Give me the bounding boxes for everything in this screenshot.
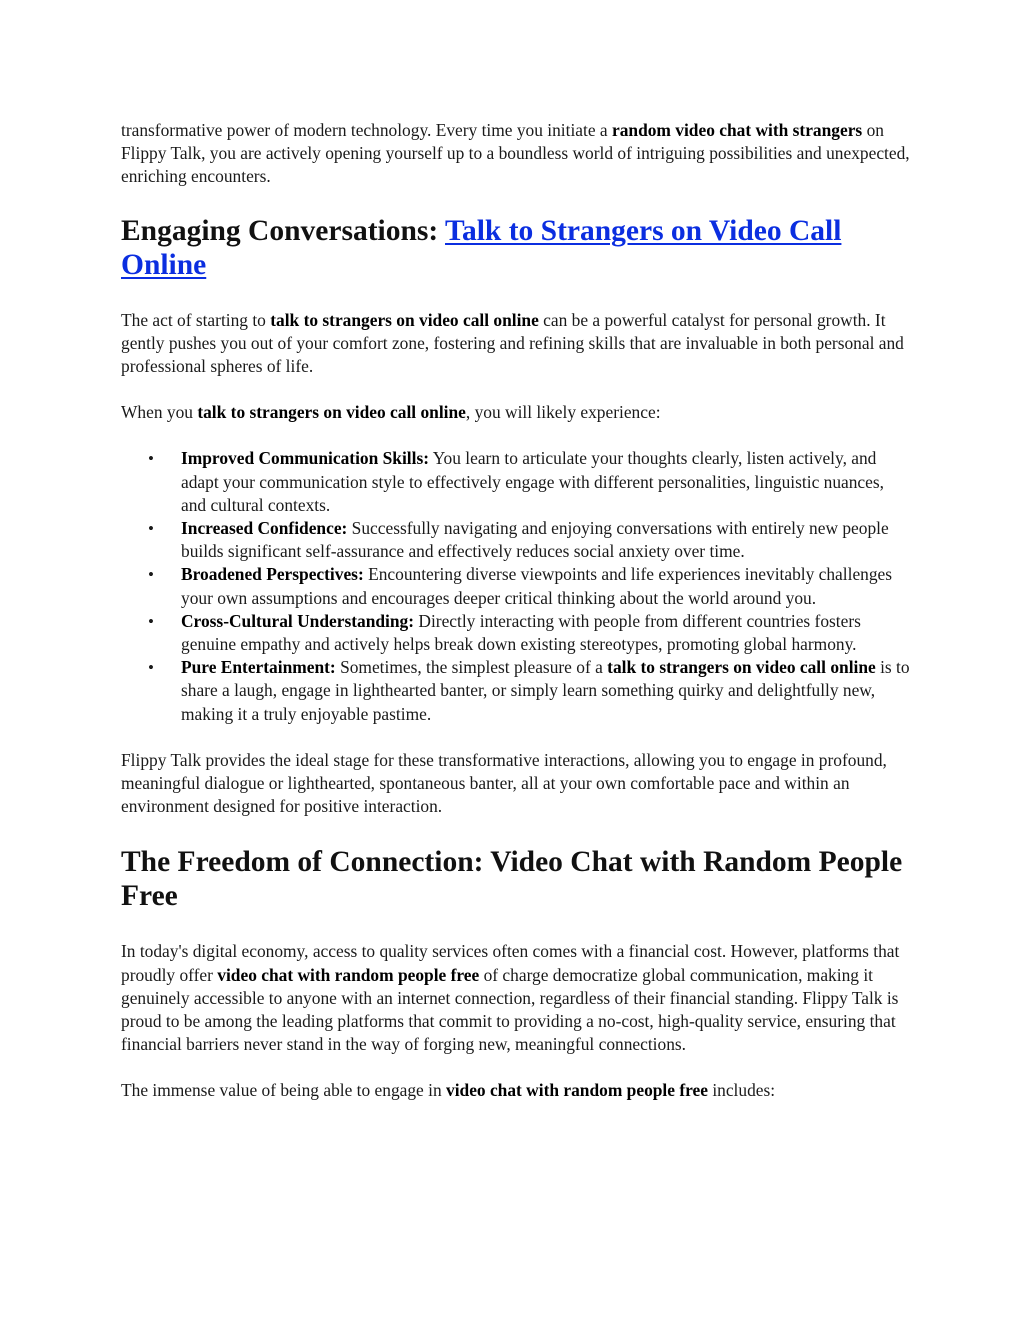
paragraph-digital-economy: In today's digital economy, access to quality services often comes with a financial cost. However, platforms that proudly offer video chat with random people free of charge democratize global communication, making it genuinely accessible to anyone with an internet connection, regardless of their financial standing. Flippy Talk is proud to be among the leading platforms that commit to providing a no-cost, high-quality service, ensuring that financial barriers never stand in the way of forging new, meaningful connections. — [121, 941, 900, 1055]
list-item: • Improved Communication Skills: You learn to articulate your thoughts clearly, listen actively, and adapt your communication style to effectively engage with different personalities, linguistic nuances, and cultural contexts. — [148, 448, 884, 515]
section-heading-freedom: The Freedom of Connection: Video Chat with Random People Free — [121, 846, 903, 913]
bullet-icon: • — [148, 449, 154, 469]
list-item: • Increased Confidence: Successfully navigating and enjoying conversations with entirely new people builds significant self-assurance and effectively reduces social anxiety over time. — [148, 518, 889, 562]
list-item: • Broadened Perspectives: Encountering diverse viewpoints and life experiences inevitably challenges your own assumptions and encourages deeper critical thinking about the world around you. — [148, 564, 893, 608]
benefits-list — [121, 447, 911, 725]
paragraph-ideal-stage: Flippy Talk provides the ideal stage for these transformative interactions, allowing you to engage in profound, meaningful dialogue or lighthearted, spontaneous banter, all at your own comfortable pace and within an environment designed for positive interaction. — [121, 749, 887, 817]
bullet-icon: • — [148, 611, 154, 631]
bold-phrase: talk to strangers on video call online — [197, 402, 466, 423]
list-item: • Pure Entertainment: Sometimes, the simplest pleasure of a talk to strangers on video call online is to share a laugh, engage in lighthearted banter, or simply learn something quirky and delightfully new, making it a truly enjoyable pastime. — [148, 657, 910, 724]
bullet-icon: • — [148, 565, 154, 585]
document-page — [121, 119, 911, 1103]
bold-phrase: random video chat with strangers — [611, 120, 863, 140]
intro-paragraph: transformative power of modern technology. Every time you initiate a random video chat with strangers on Flippy Talk, you are actively opening yourself up to a boundless world of intriguing possibilities and unexpected, enriching encounters. — [121, 120, 910, 187]
bold-phrase: video chat with random people free — [217, 964, 480, 985]
paragraph-catalyst: The act of starting to talk to strangers on video call online can be a powerful catalyst for personal growth. It gently pushes you out of your comfort zone, fostering and refining skills that are invaluable in both personal and professional spheres of life. — [121, 309, 904, 377]
paragraph-experience-intro: When you talk to strangers on video call online, you will likely experience: — [121, 402, 661, 423]
section-heading-engaging: Engaging Conversations: Talk to Strangers on Video Call Online — [121, 214, 842, 281]
bold-phrase: talk to strangers on video call online — [270, 309, 539, 330]
heading-link[interactable]: Talk to Strangers on Video Call Online — [121, 214, 842, 281]
paragraph-immense-value: The immense value of being able to engage in video chat with random people free includes: — [121, 1080, 776, 1101]
bold-phrase: video chat with random people free — [446, 1080, 708, 1101]
bullet-icon: • — [148, 519, 154, 539]
bullet-icon: • — [148, 658, 154, 678]
list-item: • Cross-Cultural Understanding: Directly interacting with people from different countries fosters genuine empathy and actively helps break down existing stereotypes, promoting global harmony. — [148, 610, 861, 655]
